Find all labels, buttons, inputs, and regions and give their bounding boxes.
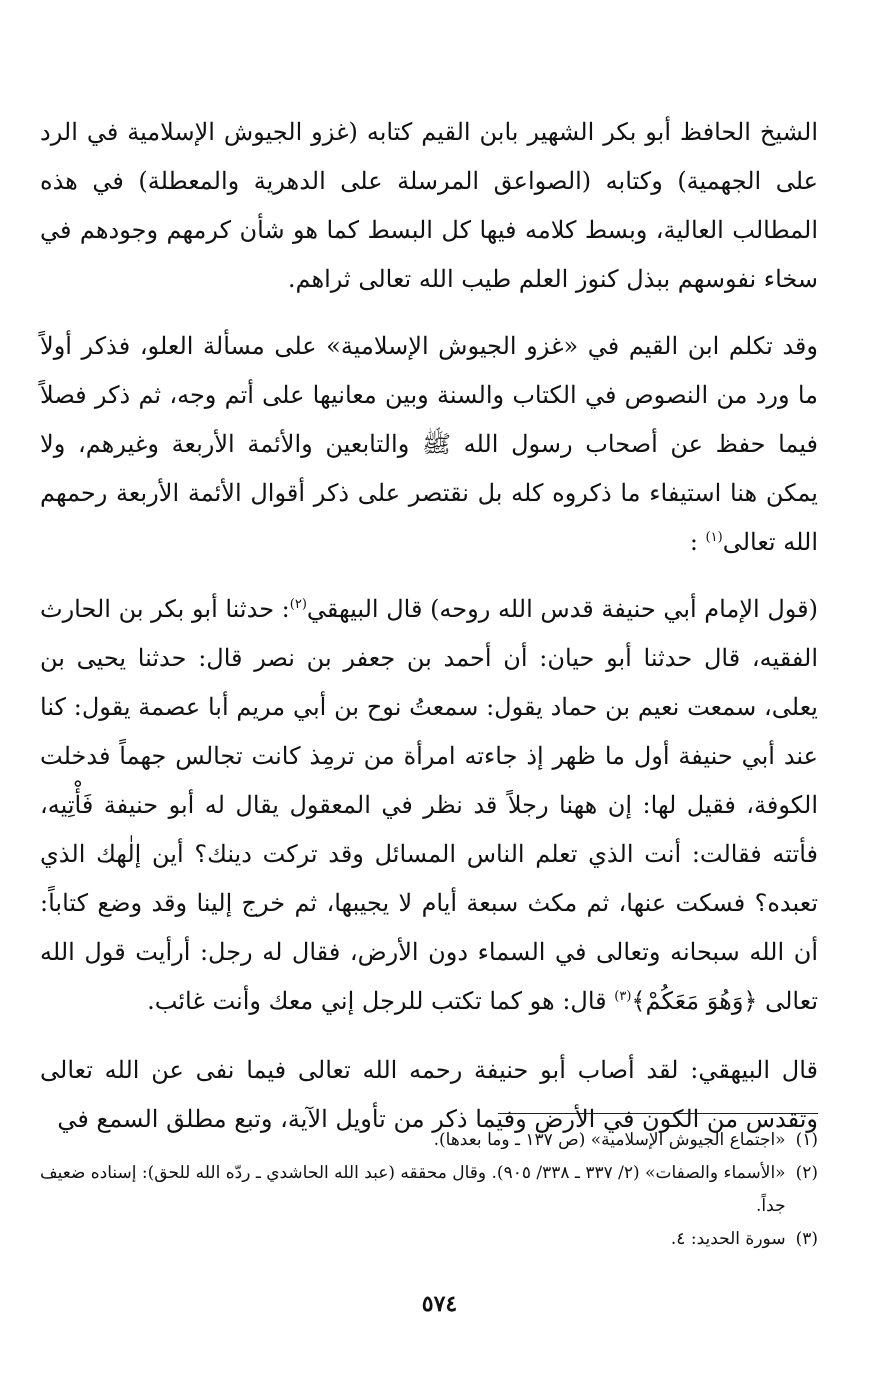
paragraph-2 xyxy=(40,322,818,567)
page-number: ٥٧٤ xyxy=(421,1291,458,1317)
paragraph-3-intro: (قول الإمام أبي حنيفة قدس الله روحه) قال البيهقي xyxy=(306,595,818,623)
paragraph-1: الشيخ الحافظ أبو بكر الشهير بابن القيم كتابه (غزو الجيوش الإسلامية في الرد على الجهمية) وكتابه (الصواعق المرسلة على الدهرية والمعطلة) في هذه المطالب العالية، وبسط كلامه فيها كل البسط كما هو شأن كرمهم وجودهم في سخاء نفوسهم ببذل كنوز العلم طيب الله تعالى ثراهم. xyxy=(40,118,818,293)
footnote-ref-3[interactable]: (٣) xyxy=(614,989,632,1004)
paragraph-2-text: وقد تكلم ابن القيم في «غزو الجيوش الإسلامية» على مسألة العلو، فذكر أولاً ما ورد من النصوص في الكتاب والسنة وبين معانيها على أتم وجه، ثم ذكر فصلاً فيما حفظ عن أصحاب رسول الله ﷺ والتابعين والأئمة الأربعة وغيرهم، ولا يمكن هنا استيفاء ما ذكروه كله بل نقتصر على ذكر أقوال الأئمة الأربعة رحمهم الله تعالى xyxy=(40,332,818,556)
paragraph-3-end: قال: هو كما تكتب للرجل إني معك وأنت غائب. xyxy=(147,987,615,1015)
colon: : xyxy=(689,528,698,556)
paragraph-3-body: : حدثنا أبو بكر بن الحارث الفقيه، قال حدثنا أبو حيان: أن أحمد بن جعفر بن نصر قال: حدثنا يحيى بن يعلى، سمعت نعيم بن حماد يقول: سمعتُ نوح بن أبي مريم أبا عصمة يقول: كنا عند أبي حنيفة أول ما ظهر إذ جاءته امرأة من ترمِذ كانت تجالس جهماً فدخلت الكوفة، فقيل لها: إن ههنا رجلاً قد نظر في المعقول يقال له أبو حنيفة فَأْتِيه، فأتته فقالت: أنت الذي تعلم الناس المسائل وقد تركت دينك؟ أين إلٰهك الذي تعبده؟ فسكت عنها، ثم مكث سبعة أيام لا يجيبها، ثم خرج إلينا وقد وضع كتاباً: أن الله سبحانه وتعالى في السماء دون الأرض، فقال له رجل: أرأيت قول الله تعالى ﴿وَهُوَ مَعَكُمْ﴾ xyxy=(40,595,818,1015)
main-text xyxy=(40,108,818,1144)
footnote-text: سورة الحديد: ٤. xyxy=(670,1229,786,1249)
paragraph-4: قال البيهقي: لقد أصاب أبو حنيفة رحمه الله تعالى فيما نفى عن الله تعالى وتقدس من الكون في الأرض وفيما ذكر من تأويل الآية، وتبع مطلق السمع في xyxy=(40,1056,818,1133)
footnotes xyxy=(40,1124,818,1256)
footnote-text: «اجتماع الجيوش الإسلامية» (ص ١٣٧ ـ وما بعدها). xyxy=(433,1130,786,1150)
footnote-divider xyxy=(498,1113,818,1114)
footnote-2 xyxy=(40,1157,818,1223)
paragraph-3 xyxy=(40,585,818,1026)
footnote-number: (١) xyxy=(795,1130,818,1150)
footnote-text: «الأسماء والصفات» (٢/ ٣٣٧ ـ ٣٣٨/ ٩٠٥). وقال محققه (عبد الله الحاشدي ـ ردّه الله للحق): إسناده ضعيف جداً. xyxy=(40,1163,786,1216)
footnote-number: (٣) xyxy=(795,1229,818,1249)
footnote-1 xyxy=(40,1124,818,1157)
footnote-3 xyxy=(40,1223,818,1256)
footnote-ref-1[interactable]: (١) xyxy=(705,530,723,545)
footnote-number: (٢) xyxy=(795,1163,818,1183)
footnote-ref-2[interactable]: (٢) xyxy=(289,597,307,612)
